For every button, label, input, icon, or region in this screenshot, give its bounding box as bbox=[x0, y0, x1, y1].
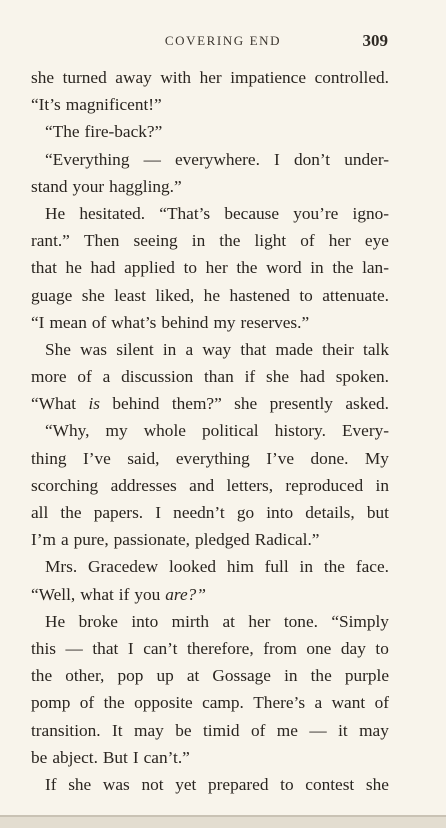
word: spoken. bbox=[335, 367, 389, 387]
text-line bbox=[31, 662, 389, 689]
text-line bbox=[31, 581, 389, 608]
word: haggling.” bbox=[109, 176, 182, 196]
word: guage bbox=[31, 285, 73, 305]
word: addresses bbox=[110, 475, 177, 495]
word: full bbox=[264, 557, 289, 577]
word: “Simply bbox=[331, 611, 389, 631]
word: she bbox=[234, 394, 258, 414]
text-line bbox=[31, 608, 389, 635]
word: light bbox=[254, 231, 287, 251]
word: needn’t bbox=[173, 503, 225, 522]
word: a bbox=[102, 367, 111, 387]
word: — bbox=[143, 149, 161, 169]
word: He bbox=[45, 203, 66, 223]
word: a bbox=[314, 693, 323, 713]
word: seeing bbox=[133, 231, 178, 251]
word: want bbox=[331, 693, 366, 713]
word: was bbox=[80, 339, 108, 359]
word: I bbox=[127, 638, 134, 658]
text-line bbox=[31, 282, 389, 309]
word: away bbox=[115, 68, 152, 87]
word: had bbox=[299, 367, 325, 387]
word: be bbox=[31, 747, 48, 767]
word: pure, bbox=[73, 530, 109, 550]
word: eye bbox=[364, 231, 389, 251]
word: hastened bbox=[229, 285, 290, 305]
text-line bbox=[31, 553, 389, 580]
word: My bbox=[364, 448, 389, 468]
word: the bbox=[310, 666, 332, 686]
word: had bbox=[90, 258, 116, 278]
word: of bbox=[300, 231, 315, 251]
word: of bbox=[77, 367, 92, 387]
word: behind bbox=[161, 312, 209, 332]
word: details, bbox=[305, 503, 355, 522]
word: the bbox=[236, 258, 258, 278]
word: done. bbox=[310, 448, 349, 468]
text-line bbox=[31, 526, 389, 553]
word: pop bbox=[117, 666, 144, 686]
word: her bbox=[328, 231, 351, 251]
word: fire-back?” bbox=[84, 122, 163, 142]
word: her bbox=[248, 611, 271, 631]
word: said, bbox=[127, 448, 160, 468]
word: than bbox=[203, 367, 234, 387]
word: If bbox=[45, 774, 57, 794]
word: the bbox=[60, 503, 82, 522]
word: the bbox=[219, 231, 241, 251]
body-text bbox=[31, 64, 389, 798]
word: mirth bbox=[171, 611, 210, 631]
word: not bbox=[141, 774, 164, 794]
word: at bbox=[222, 611, 235, 631]
word: prepared bbox=[208, 774, 269, 794]
word: therefore, bbox=[186, 638, 254, 658]
word: letters, bbox=[226, 475, 274, 495]
word: But bbox=[102, 747, 128, 767]
text-line bbox=[31, 689, 389, 716]
word: all bbox=[31, 503, 49, 522]
word: day bbox=[340, 638, 366, 658]
word: you bbox=[134, 584, 161, 604]
word: more bbox=[31, 367, 67, 387]
word: everything bbox=[175, 448, 250, 468]
word: he bbox=[65, 258, 82, 278]
text-line bbox=[31, 717, 389, 744]
word: she bbox=[68, 774, 92, 794]
word: that bbox=[240, 339, 267, 359]
word: she bbox=[81, 285, 105, 305]
word: whole bbox=[143, 421, 186, 441]
word: Gossage bbox=[212, 666, 271, 686]
word: to bbox=[183, 258, 198, 278]
word: political bbox=[201, 421, 259, 441]
word: and bbox=[189, 475, 215, 495]
word: I’ve bbox=[82, 448, 111, 468]
text-line bbox=[31, 390, 389, 417]
word: impatience bbox=[230, 68, 307, 87]
word: from bbox=[263, 638, 297, 658]
word: with bbox=[160, 68, 192, 87]
word: looked bbox=[168, 557, 217, 577]
word: was bbox=[102, 774, 130, 794]
word: go bbox=[236, 503, 255, 522]
word: camp. bbox=[202, 693, 244, 713]
word: “The bbox=[45, 122, 80, 142]
word: turned bbox=[62, 68, 107, 87]
word: other, bbox=[65, 666, 105, 686]
word: if bbox=[118, 584, 130, 604]
word: contest bbox=[305, 774, 355, 794]
word: of bbox=[374, 693, 389, 713]
word: he bbox=[203, 285, 220, 305]
word: “Why, bbox=[45, 421, 90, 441]
word: my bbox=[213, 312, 236, 332]
text-line bbox=[31, 309, 389, 336]
text-line bbox=[31, 227, 389, 254]
word: a bbox=[185, 339, 194, 359]
word: to bbox=[280, 774, 294, 794]
text-line bbox=[31, 254, 389, 281]
text-line bbox=[31, 173, 389, 200]
word: Gracedew bbox=[88, 557, 159, 577]
word: papers. bbox=[93, 503, 144, 522]
word: transition. bbox=[31, 720, 101, 740]
word: in bbox=[375, 475, 389, 495]
word: liked, bbox=[155, 285, 195, 305]
word: the bbox=[103, 693, 125, 713]
word: their bbox=[322, 339, 354, 359]
word: talk bbox=[363, 339, 389, 359]
word: I bbox=[132, 747, 139, 767]
word: Every- bbox=[341, 421, 389, 441]
word: that bbox=[31, 258, 57, 278]
word: the bbox=[332, 258, 354, 278]
text-line bbox=[31, 499, 389, 526]
running-title: COVERING END bbox=[164, 33, 282, 48]
word: it bbox=[338, 720, 348, 740]
word: in bbox=[310, 258, 324, 278]
word: scorching bbox=[31, 475, 99, 495]
word: yet bbox=[175, 774, 197, 794]
word: me bbox=[276, 720, 298, 740]
text-line bbox=[31, 445, 389, 472]
text-line bbox=[31, 417, 389, 444]
word: I bbox=[274, 149, 280, 169]
word: but bbox=[366, 503, 389, 522]
word: her bbox=[199, 68, 222, 87]
word: in bbox=[162, 339, 177, 359]
word: presently bbox=[269, 394, 333, 414]
word: she bbox=[266, 367, 290, 387]
word: broke bbox=[78, 611, 118, 631]
text-line bbox=[31, 771, 389, 798]
word: you’re bbox=[293, 203, 339, 223]
word: — bbox=[309, 720, 327, 740]
word: him bbox=[226, 557, 254, 577]
page-number: 309 bbox=[362, 31, 388, 50]
text-line bbox=[31, 146, 389, 173]
word: timid bbox=[203, 720, 240, 740]
word: Then bbox=[83, 231, 120, 251]
word: “It’s bbox=[31, 95, 61, 115]
word: “Well, bbox=[31, 584, 76, 604]
word: in bbox=[284, 666, 298, 686]
word: one bbox=[306, 638, 332, 658]
word: applied bbox=[124, 258, 175, 278]
word: into bbox=[131, 611, 159, 631]
word: to bbox=[375, 638, 389, 658]
text-line bbox=[31, 363, 389, 390]
word: It bbox=[112, 720, 123, 740]
word: discussion bbox=[121, 367, 194, 387]
word: There’s bbox=[253, 693, 306, 713]
word: under- bbox=[344, 149, 389, 169]
word: what bbox=[80, 584, 114, 604]
word: may bbox=[134, 720, 164, 740]
word: can’t bbox=[143, 638, 178, 658]
running-head bbox=[0, 33, 446, 53]
word: a bbox=[60, 530, 69, 550]
word: to bbox=[299, 285, 313, 305]
word: “What bbox=[31, 394, 77, 414]
text-line bbox=[31, 635, 389, 662]
text-line bbox=[31, 91, 389, 118]
word: I’m bbox=[31, 530, 56, 550]
word: your bbox=[72, 176, 105, 196]
word: made bbox=[275, 339, 313, 359]
word: in bbox=[299, 557, 313, 577]
text-line bbox=[31, 200, 389, 227]
word: the bbox=[323, 557, 345, 577]
word: everywhere. bbox=[175, 149, 260, 169]
word: be bbox=[175, 720, 192, 740]
word: word bbox=[266, 258, 302, 278]
word: abject. bbox=[52, 747, 98, 767]
word: purple bbox=[344, 666, 389, 686]
word: don’t bbox=[293, 149, 331, 169]
word: He bbox=[45, 611, 66, 631]
word: magnificent!” bbox=[65, 95, 162, 115]
word: this bbox=[31, 638, 56, 658]
word: passionate, bbox=[113, 530, 190, 550]
text-line bbox=[31, 472, 389, 499]
word: she bbox=[365, 774, 389, 794]
word: opposite bbox=[134, 693, 193, 713]
word: stand bbox=[31, 176, 68, 196]
word: of bbox=[91, 312, 107, 332]
word: Radical.” bbox=[254, 530, 320, 550]
word: what’s bbox=[111, 312, 157, 332]
word: “Everything bbox=[45, 149, 130, 169]
word: thing bbox=[31, 448, 67, 468]
word: reserves.” bbox=[240, 312, 310, 332]
word: the bbox=[31, 666, 53, 686]
word: pomp bbox=[31, 693, 71, 713]
word: — bbox=[65, 638, 83, 658]
word: if bbox=[244, 367, 256, 387]
word: reproduced bbox=[285, 475, 364, 495]
word: She bbox=[45, 339, 71, 359]
word: she bbox=[31, 68, 55, 87]
text-line bbox=[31, 64, 389, 91]
word: silent bbox=[116, 339, 154, 359]
word: “I bbox=[31, 312, 45, 332]
word: igno- bbox=[352, 203, 389, 223]
word: “That’s bbox=[159, 203, 211, 223]
word: behind bbox=[112, 394, 160, 414]
word: tone. bbox=[283, 611, 318, 631]
word: can’t.” bbox=[143, 747, 190, 767]
word: least bbox=[114, 285, 146, 305]
word: pledged bbox=[194, 530, 250, 550]
word: I bbox=[155, 503, 162, 522]
text-line bbox=[31, 118, 389, 145]
text-line bbox=[31, 744, 389, 771]
word: lan- bbox=[362, 258, 389, 278]
word: hesitated. bbox=[79, 203, 146, 223]
word: because bbox=[224, 203, 280, 223]
word: into bbox=[266, 503, 294, 522]
word: Mrs. bbox=[45, 557, 78, 577]
word: I’ve bbox=[266, 448, 295, 468]
word: way bbox=[202, 339, 232, 359]
text-line bbox=[31, 336, 389, 363]
word: rant.” bbox=[31, 231, 70, 251]
word: may bbox=[359, 720, 389, 740]
word: attenuate. bbox=[322, 285, 389, 305]
word: of bbox=[250, 720, 266, 740]
word: history. bbox=[274, 421, 326, 441]
word: her bbox=[205, 258, 228, 278]
word: in bbox=[191, 231, 206, 251]
word: is bbox=[88, 394, 101, 414]
word: them?” bbox=[171, 394, 222, 414]
word: my bbox=[105, 421, 128, 441]
word: of bbox=[79, 693, 95, 713]
page-bottom-edge bbox=[0, 817, 446, 828]
word: that bbox=[92, 638, 119, 658]
word: asked. bbox=[345, 394, 389, 414]
word: at bbox=[186, 666, 200, 686]
word: controlled. bbox=[314, 68, 389, 87]
word: mean bbox=[49, 312, 87, 332]
word: are?” bbox=[165, 584, 206, 604]
word: face. bbox=[355, 557, 389, 577]
word: up bbox=[156, 666, 174, 686]
